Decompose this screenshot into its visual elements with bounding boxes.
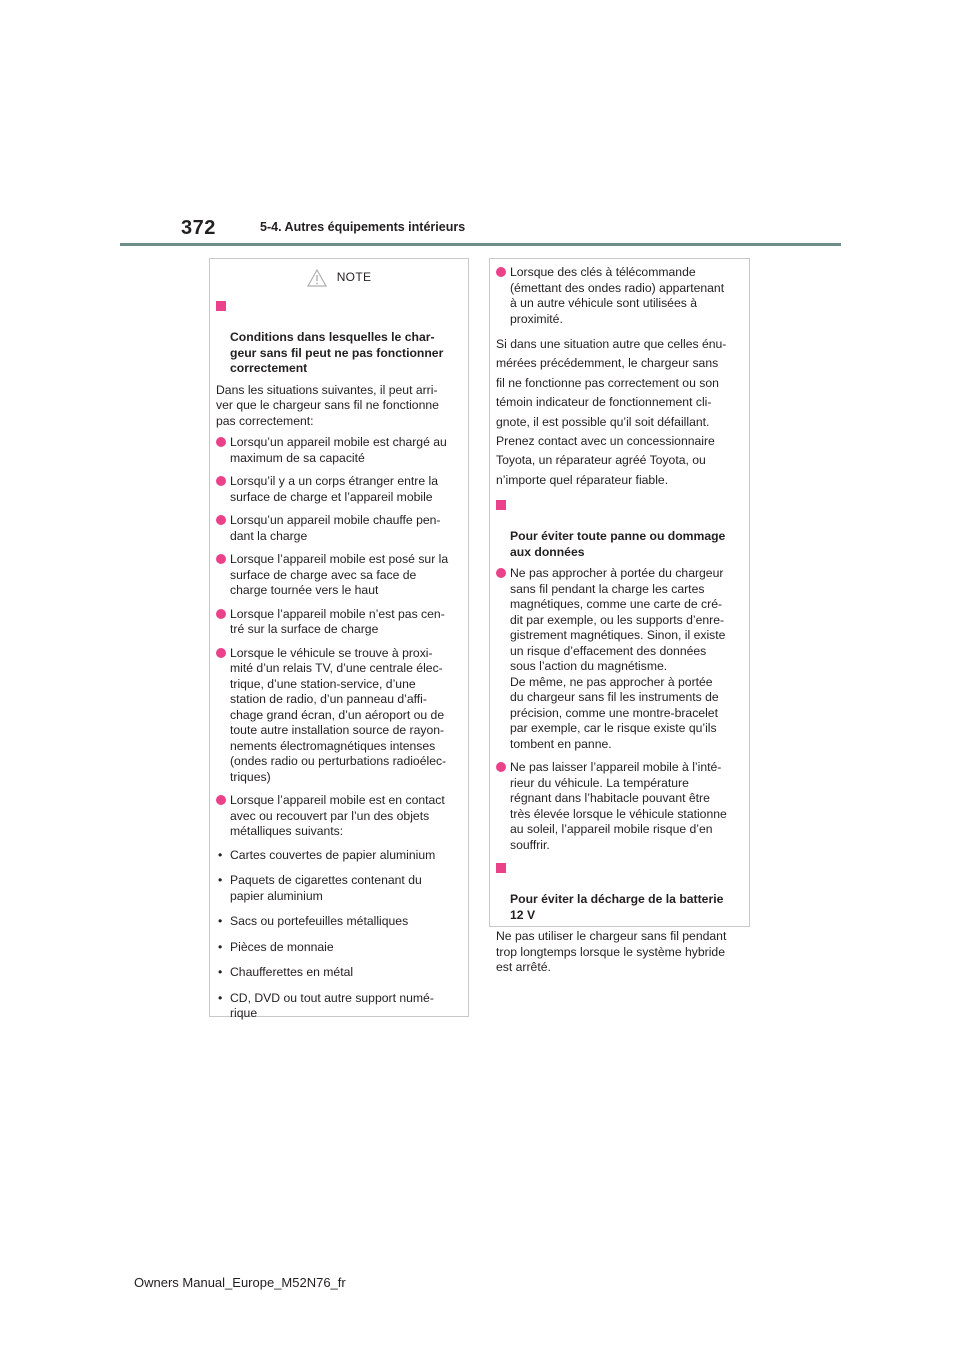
list-item: [216, 552, 462, 599]
dash-item: [216, 848, 462, 864]
paragraph-line: Si dans une situation autre que celles énu-: [496, 337, 727, 351]
dash-text: Chaufferettes en métal: [230, 965, 354, 979]
note-header: [216, 267, 462, 289]
round-bullet-icon: [216, 648, 226, 658]
intro-paragraph: Dans les situations suivantes, il peut arri- ver que le chargeur sans fil ne fonctionne pas correctement:: [216, 382, 439, 428]
round-bullet-icon: [216, 476, 226, 486]
dash-mark: •: [218, 990, 223, 1005]
paragraph-line: témoin indicateur de fonctionnement cli-: [496, 395, 712, 410]
bullet-text: Lorsque l’appareil mobile n’est pas cen- tré sur la surface de charge: [230, 606, 445, 636]
note-label: NOTE: [336, 270, 372, 285]
list-item: [216, 646, 462, 786]
note-box-right: [489, 258, 750, 975]
dash-item: [216, 991, 462, 1022]
square-bullet-icon: [496, 863, 506, 873]
dash-text: Paquets de cigarettes contenant du papier aluminium: [230, 873, 422, 903]
list-item: [216, 513, 462, 544]
list-item: [496, 760, 743, 853]
square-bullet-icon: [216, 301, 226, 311]
list-item: [216, 607, 462, 638]
dash-item: [216, 914, 462, 930]
dash-text: CD, DVD ou tout autre support numé- rique: [230, 990, 434, 1020]
round-bullet-icon: [496, 762, 506, 772]
bullet-text: Lorsqu’un appareil mobile est chargé au maximum de sa capacité: [230, 435, 447, 465]
bullet-text: Lorsqu’un appareil mobile chauffe pen- dant la charge: [230, 513, 441, 543]
paragraph-line: Toyota, un réparateur agréé Toyota, ou: [496, 453, 706, 468]
round-bullet-icon: [216, 437, 226, 447]
dash-mark: •: [218, 939, 223, 954]
dash-mark: •: [218, 847, 223, 862]
paragraph-line: n’importe quel réparateur fiable.: [496, 472, 669, 487]
note-box-left: [209, 258, 469, 1020]
section-heading: [216, 299, 462, 377]
list-item: [496, 265, 743, 327]
list-item: [216, 435, 462, 466]
round-bullet-icon: [216, 795, 226, 805]
list-item: [496, 566, 743, 752]
heading-text: Conditions dans lesquelles le char- geur sans fil peut ne pas fonctionner correctement: [230, 330, 444, 375]
dash-item: [216, 940, 462, 956]
round-bullet-icon: [496, 568, 506, 578]
bullet-text: Lorsque des clés à télécommande (émettant des ondes radio) appartenant à un autre véhicule sont utilisées à proximité.: [510, 265, 725, 326]
paragraph-line: fil ne fonctionne pas correctement ou son: [496, 375, 719, 390]
bullet-text: Lorsqu’il y a un corps étranger entre la surface de charge et l’appareil mobile: [230, 474, 438, 504]
round-bullet-icon: [216, 515, 226, 525]
dash-text: Cartes couvertes de papier aluminium: [230, 847, 436, 862]
warning-triangle-icon: [307, 269, 327, 287]
round-bullet-icon: [496, 267, 506, 277]
paragraph-line: gnote, il est possible qu’il soit défaillant.: [496, 414, 710, 429]
square-bullet-icon: [496, 500, 506, 510]
footer-text: Owners Manual_Europe_M52N76_fr: [134, 1275, 346, 1290]
paragraph-line: Prenez contact avec un concessionnaire: [496, 434, 715, 449]
closing-paragraph: Ne pas utiliser le chargeur sans fil pendant trop longtemps lorsque le système hybride est arrêté.: [496, 929, 727, 975]
page-number: 372: [181, 217, 216, 239]
bullet-text: Ne pas laisser l’appareil mobile à l’inté- rieur du véhicule. La température régnant dans l’habitacle pouvant être très élevée lorsque le véhicule stationne au soleil, l’appareil mobile risque d’en souffrir.: [510, 760, 727, 852]
list-item: [216, 793, 462, 840]
round-bullet-icon: [216, 609, 226, 619]
dash-item: [216, 873, 462, 904]
heading-text: Pour éviter la décharge de la batterie 12 V: [510, 892, 724, 922]
bullet-text: Lorsque le véhicule se trouve à proxi- mité d’un relais TV, d’une centrale élec- trique, d’une station-service, d’une station de radio, d’un panneau d’affi- chage grand écran, d’un aéroport ou de toute autre installation source de rayon- nements électromagnétiques intenses (ondes radio ou perturbations radioélec- triques): [230, 645, 447, 784]
section-heading: [496, 498, 743, 560]
dash-text: Sacs ou portefeuilles métalliques: [230, 914, 409, 928]
section-heading: [496, 861, 743, 923]
dash-mark: •: [218, 965, 223, 979]
bullet-text: Lorsque l’appareil mobile est posé sur la surface de charge avec sa face de charge tournée vers le haut: [230, 552, 449, 597]
round-bullet-icon: [216, 554, 226, 564]
bullet-text: Lorsque l’appareil mobile est en contact avec ou recouvert par l’un des objets métalliques suivants:: [230, 793, 445, 838]
heading-text: Pour éviter toute panne ou dommage aux données: [510, 529, 726, 559]
dash-text: Pièces de monnaie: [230, 939, 334, 954]
dash-item: [216, 965, 462, 981]
dash-mark: •: [218, 914, 223, 928]
list-item: [216, 474, 462, 505]
section-title: 5-4. Autres équipements intérieurs: [260, 220, 466, 234]
paragraph-line: mérées précédemment, le chargeur sans: [496, 356, 719, 371]
header-rule: [120, 243, 841, 246]
dash-mark: •: [218, 873, 223, 887]
bullet-text: Ne pas approcher à portée du chargeur sans fil pendant la charge les cartes magnétiques, comme une carte de cré- dit par exemple, ou les supports d’enre- gistrement magnétiques. Sinon, il existe un risque d’effacement des données sous l’action du magnétisme. De même, ne pas approcher à portée du chargeur sans fil les instruments de précision, comme une montre-bracelet par exemple, car le risque existe qu’ils tombent en panne.: [510, 566, 726, 751]
